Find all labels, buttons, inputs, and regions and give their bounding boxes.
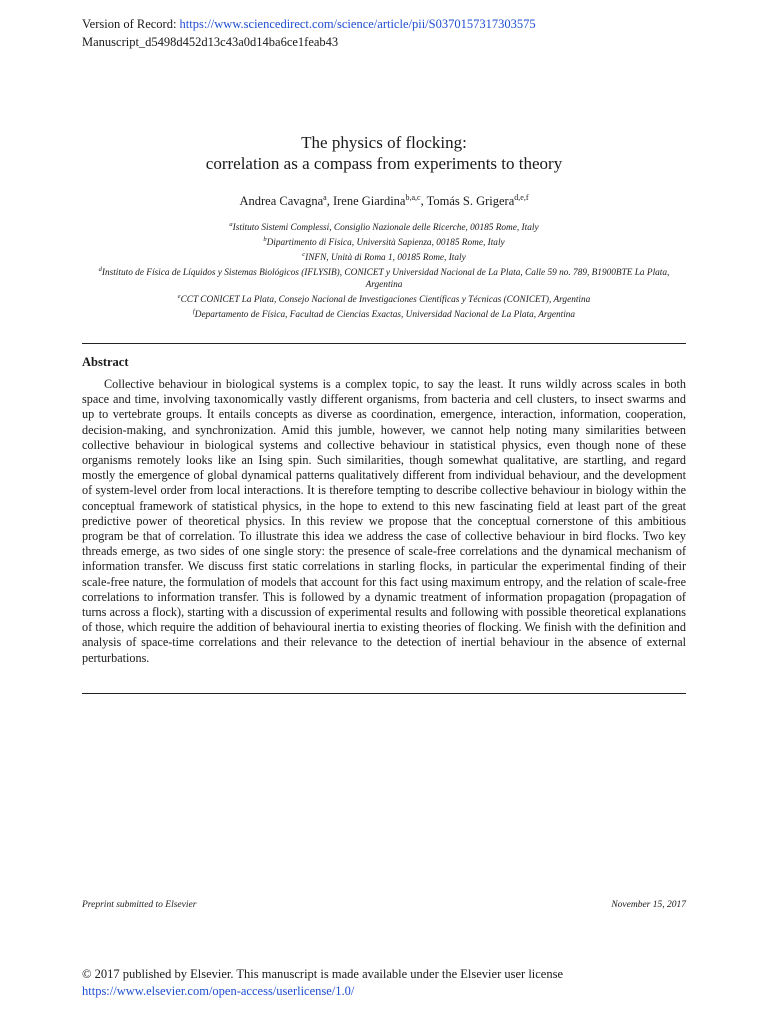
affiliation	[82, 291, 686, 306]
affiliation-marker: c	[302, 251, 306, 259]
affiliation-marker: f	[192, 308, 195, 316]
affiliation-text: Departamento de Física, Facultad de Ciencias Exactas, Universidad Nacional de La Plata, Argentina	[194, 310, 576, 321]
affiliation-marker: b	[263, 236, 267, 244]
affiliation-marker: a	[229, 221, 233, 228]
abstract-heading: Abstract	[82, 355, 129, 369]
affiliation	[82, 249, 686, 264]
version-label: Version of Record:	[82, 17, 180, 31]
preprint-date: November 15, 2017	[611, 900, 686, 910]
author-separator: ,	[420, 194, 427, 209]
abstract-body: Collective behaviour in biological systems is a complex topic, to say the least. It runs wildly across scales in both space and time, involving taxonomically vastly different organisms, from bacteria and cell clusters, to insect swarms and up to vertebrate groups. It entails concepts as diverse as coordination, emergence, interaction, information, cooperation, decision-making, and synchronization. Amid this jumble, however, we cannot help noting many similarities between collective behaviour in biological systems and collective behaviour in statistical physics, even though none of these organisms remotely looks like an Ising spin. Such similarities, though somewhat qualitative, are startling, and regard mostly the emergence of global dynamical patterns qualitatively different from individual behaviour, and the development of system-level order from local interactions. It is therefore tempting to describe collective behaviour in biology within the conceptual framework of statistical physics, in the hope to extend to this new fascinating field at least part of the great predictive power of theoretical physics. In this review we propose that the conceptual cornerstone of this ambitious program be that of correlation. To illustrate this idea we address the case of collective behaviour in bird flocks. Two key threads emerge, as two sides of one single story: the presence of scale-free correlations and the dynamical mechanism of information transfer. We discuss first static correlations in starling flocks, in particular the experimental finding of their scale-free nature, the formulation of models that account for this fact using maximum entropy, and the relation of scale-free correlations to information transfer. This is followed by a dynamic treatment of information propagation (propagation of turns across a flock), starting with a discussion of experimental results and following with possible theoretical explanations of those, which require the addition of behavioural inertia to existing theories of flocking. We finish with the definition and analysis of space-time correlations and their relevance to the detection of inertial behaviour in the absence of external perturbations.	[82, 377, 686, 665]
affiliation-list	[82, 219, 686, 322]
paper-title-line-2: correlation as a compass from experiments to theory	[205, 154, 563, 173]
author-list	[0, 193, 768, 209]
paper-title-line-1: The physics of flocking:	[301, 133, 467, 152]
license-link-line	[82, 984, 354, 999]
affiliation	[82, 219, 686, 234]
license-statement: © 2017 published by Elsevier. This manuscript is made available under the Elsevier user license	[82, 967, 564, 981]
affiliation-text: CCT CONICET La Plata, Consejo Nacional de Investigaciones Científicas y Técnicas (CONICET), Argentina	[180, 295, 591, 306]
abstract-top-rule	[82, 343, 686, 344]
affiliation-text: INFN, Unità di Roma 1, 00185 Rome, Italy	[305, 253, 466, 264]
affiliation	[82, 306, 686, 321]
preprint-note: Preprint submitted to Elsevier	[82, 900, 197, 910]
affiliation	[82, 234, 686, 249]
affiliation-text: Dipartimento di Fisica, Università Sapienza, 00185 Rome, Italy	[266, 238, 505, 249]
affiliation-marker: d	[98, 266, 102, 274]
author-affiliation-marker: b,a,c	[405, 193, 421, 202]
affiliation-text: Istituto Sistemi Complessi, Consiglio Nazionale delle Ricerche, 00185 Rome, Italy	[232, 223, 539, 234]
license-link[interactable]: https://www.elsevier.com/open-access/userlicense/1.0/	[82, 984, 355, 998]
version-of-record-line	[82, 16, 536, 32]
author-affiliation-marker: a	[323, 193, 327, 202]
affiliation-text: Instituto de Física de Líquidos y Sistemas Biológicos (IFLYSIB), CONICET y Universidad Nacional de La Plata, Calle 59 no. 789, B1900BTE La Plata, Argentina	[101, 268, 670, 291]
version-of-record-link[interactable]: https://www.sciencedirect.com/science/article/pii/S0370157317303575	[179, 17, 536, 31]
author-name: Tomás S. Grigera	[426, 194, 515, 209]
author-affiliation-marker: d,e,f	[514, 193, 529, 202]
author-name: Irene Giardina	[332, 194, 406, 209]
author-name: Andrea Cavagna	[239, 194, 324, 209]
manuscript-id: Manuscript_d5498d452d13c43a0d14ba6ce1feab43	[82, 35, 339, 49]
affiliation-marker: e	[177, 293, 181, 301]
abstract-bottom-rule	[82, 693, 686, 694]
affiliation	[82, 264, 686, 291]
author-separator: ,	[326, 194, 333, 209]
